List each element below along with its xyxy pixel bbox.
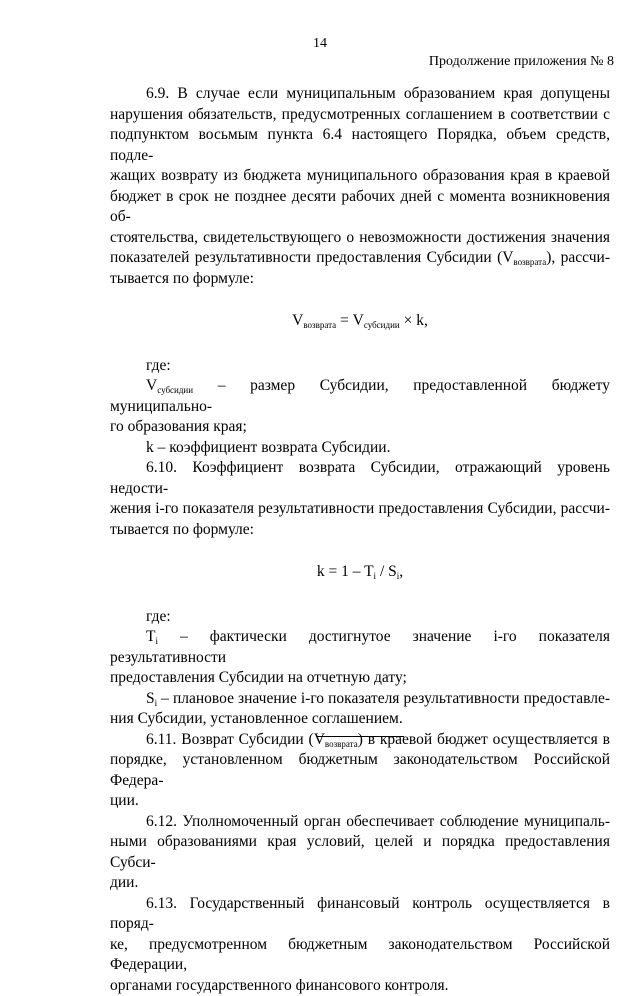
paragraph-line: жения i-го показателя результативности предоставления Субсидии, рассчи- xyxy=(110,499,610,520)
paragraph-line: бюджет в срок не позднее десяти рабочих дней с момента возникновения об- xyxy=(110,187,610,228)
document-body xyxy=(110,84,610,996)
paragraph-line: тывается по формуле: xyxy=(110,521,254,538)
definition-v-subsidy: $V_{субсидии}$ – размер Субсидии, предоставленной бюджету муниципально- го образования края; xyxy=(110,376,610,438)
appendix-continuation-note: Продолжение приложения № 8 xyxy=(429,54,614,70)
paragraph-6-13: 6.13. Государственный финансовый контроль осуществляется в поряд- ке, предусмотренном бюджетным законодательством Российской Федерации, органами государственного финансового контроля. xyxy=(110,894,610,996)
page-number: 14 xyxy=(0,36,640,52)
end-of-document-rule xyxy=(316,736,404,737)
definition-k: k – коэффициент возврата Субсидии. xyxy=(110,438,610,459)
paragraph-line: показателей результативности предоставления Субсидии $(V_{возврата})$, рассчи- xyxy=(110,248,610,269)
definition-t-i: $T_i$ – фактически достигнутое значение i-го показателя результативности предоставления Субсидии на отчетную дату; xyxy=(110,627,610,689)
paragraph-line: стоятельства, свидетельствующего о невозможности достижения значения xyxy=(110,228,610,249)
paragraph-6-9 xyxy=(110,84,610,289)
paragraph-line: жащих возврату из бюджета муниципального образования края в краевой xyxy=(110,166,610,187)
definition-s-i: $S_i$ – плановое значение i-го показателя результативности предоставле- ния Субсидии, установленное соглашением. xyxy=(110,689,610,730)
where-label: где: xyxy=(110,607,610,628)
formula-refund-volume: $V_{возврата} = V_{субсидии} \times k$, xyxy=(110,311,610,332)
paragraph-6-11: 6.11. Возврат Субсидии $(V_{возврата})$ в краевой бюджет осуществляется в порядке, установленном бюджетным законодательством Российской Федера- ции. xyxy=(110,730,610,812)
paragraph-line: тывается по формуле: xyxy=(110,270,254,287)
paragraph-line: подпунктом восьмым пункта 6.4 настоящего Порядка, объем средств, подле- xyxy=(110,125,610,166)
paragraph-6-12: 6.12. Уполномоченный орган обеспечивает соблюдение муниципаль- ными образованиями края условий, целей и порядка предоставления Субси- дии. xyxy=(110,812,610,894)
formula-refund-coefficient: $k = 1 - T_i / S_i$, xyxy=(110,562,610,583)
paragraph-6-10 xyxy=(110,458,610,540)
paragraph-line: 6.9. В случае если муниципальным образованием края допущены xyxy=(110,84,610,105)
paragraph-line: нарушения обязательств, предусмотренных соглашением в соответствии с xyxy=(110,105,610,126)
where-label: где: xyxy=(110,356,610,377)
paragraph-line: 6.10. Коэффициент возврата Субсидии, отражающий уровень недости- xyxy=(110,458,610,499)
